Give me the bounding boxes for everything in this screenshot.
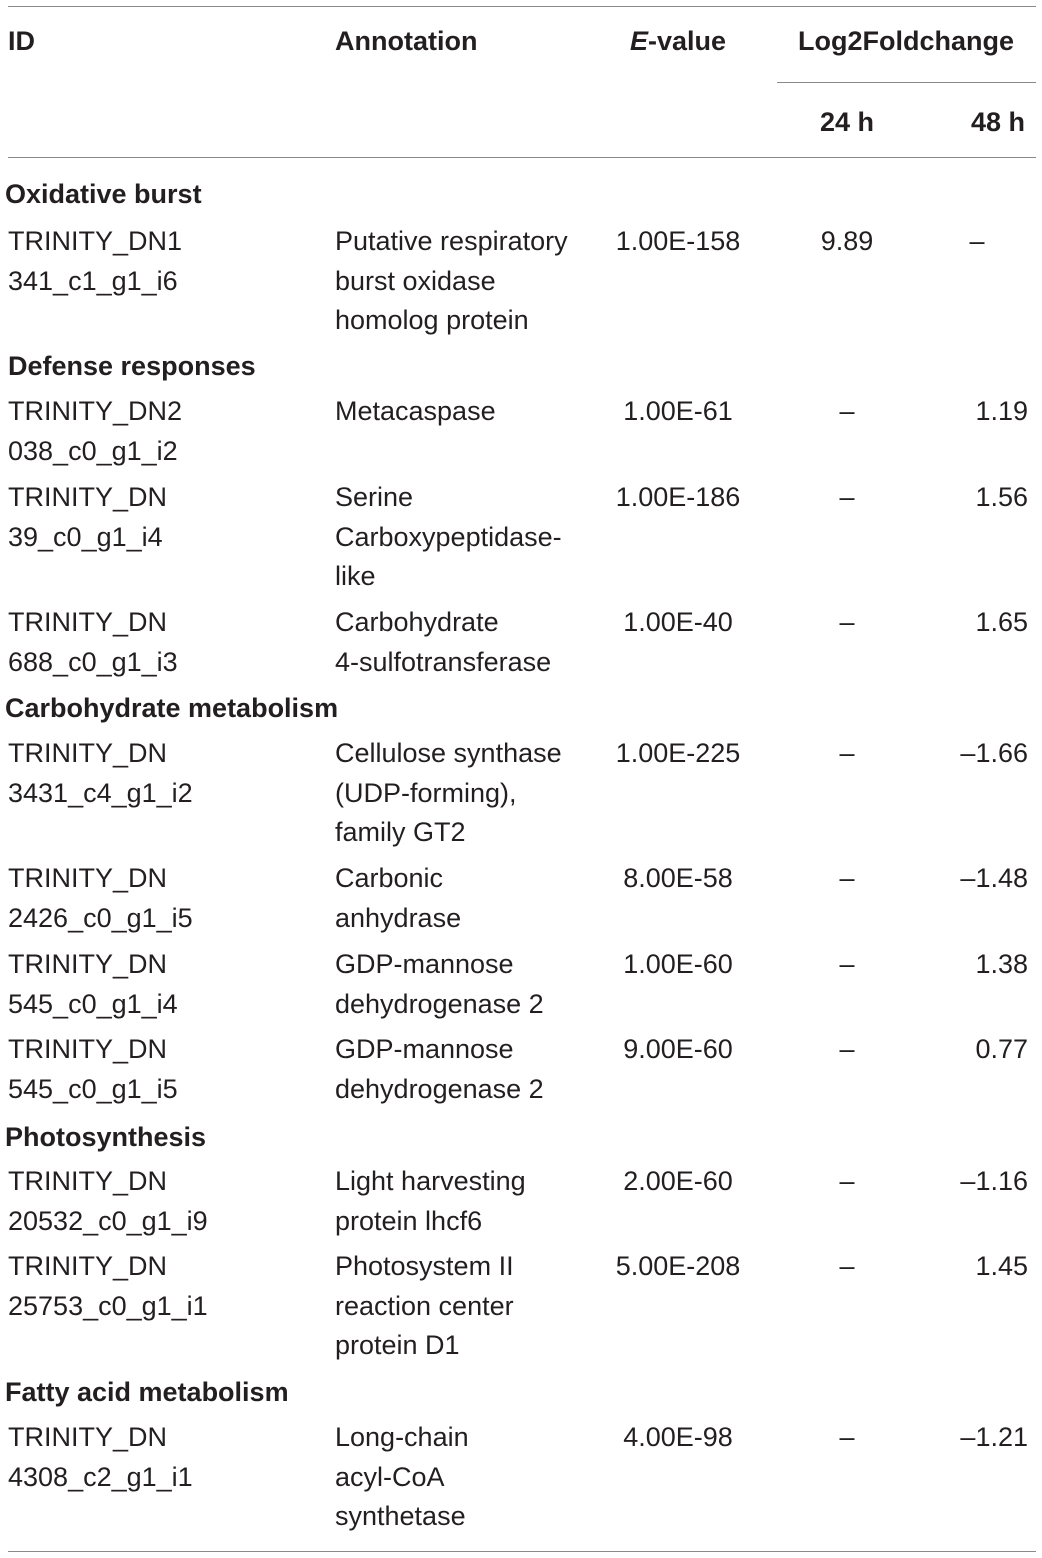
cell-line: TRINITY_DN <box>8 949 168 979</box>
cell-line: Serine <box>335 482 414 512</box>
row-annotation <box>335 1162 526 1241</box>
cell-line: GDP-mannose <box>335 949 514 979</box>
row-48h: –1.21 <box>960 1422 1028 1452</box>
cell-line: GDP-mannose <box>335 1034 514 1064</box>
cell-line: protein lhcf6 <box>335 1205 483 1236</box>
row-evalue: 8.00E-58 <box>623 863 733 893</box>
row-annotation <box>335 478 562 597</box>
cell-line: family GT2 <box>335 817 466 847</box>
row-24h: – <box>839 863 855 893</box>
row-48h: 1.19 <box>975 396 1028 426</box>
row-48h: – <box>969 226 985 256</box>
row-annotation <box>335 1030 544 1109</box>
row-annotation <box>335 603 551 682</box>
cell-line: burst oxidase <box>335 265 496 296</box>
row-annotation <box>335 859 461 938</box>
header-annotation: Annotation <box>335 26 478 56</box>
cell-line: synthetase <box>335 1501 466 1531</box>
row-id <box>8 603 178 682</box>
row-id <box>8 1162 208 1241</box>
bottom-rule <box>8 1551 1036 1552</box>
cell-line: 20532_c0_g1_i9 <box>8 1205 208 1236</box>
section-title: Fatty acid metabolism <box>5 1377 289 1407</box>
cell-line: 4-sulfotransferase <box>335 646 552 677</box>
row-evalue: 1.00E-158 <box>615 226 741 256</box>
row-id <box>8 734 193 813</box>
row-48h: –1.48 <box>960 863 1028 893</box>
row-id <box>8 222 182 301</box>
row-annotation <box>335 1418 469 1537</box>
header-evalue <box>630 22 726 62</box>
cell-line: Light harvesting <box>335 1166 526 1196</box>
cell-line: reaction center <box>335 1290 514 1321</box>
row-evalue: 1.00E-186 <box>615 482 741 512</box>
cell-line: protein D1 <box>335 1330 460 1360</box>
row-id <box>8 1030 178 1109</box>
cell-line: 3431_c4_g1_i2 <box>8 777 193 808</box>
cell-line: 545_c0_g1_i4 <box>8 988 178 1019</box>
row-annotation <box>335 734 562 853</box>
row-id <box>8 945 178 1024</box>
cell-line: TRINITY_DN <box>8 1251 168 1281</box>
row-annotation <box>335 1247 514 1366</box>
header-log2foldchange: Log2Foldchange <box>798 26 1014 56</box>
cell-line: TRINITY_DN <box>8 482 168 512</box>
row-id <box>8 392 182 471</box>
cell-line: Long-chain <box>335 1422 469 1452</box>
cell-line: Photosystem II <box>335 1251 514 1281</box>
cell-line: TRINITY_DN <box>8 738 168 768</box>
cell-line: homolog protein <box>335 305 529 335</box>
top-rule <box>8 6 1036 7</box>
row-evalue: 1.00E-61 <box>623 396 733 426</box>
header-24h: 24 h <box>819 107 875 137</box>
cell-line: TRINITY_DN2 <box>8 396 183 426</box>
cell-line: 341_c1_g1_i6 <box>8 265 178 296</box>
header-bottom-rule <box>8 157 1036 158</box>
row-evalue: 1.00E-60 <box>623 949 733 979</box>
cell-line: 038_c0_g1_i2 <box>8 435 178 466</box>
row-id <box>8 859 193 938</box>
row-24h: – <box>839 949 855 979</box>
section-title: Oxidative burst <box>5 179 202 209</box>
row-24h: – <box>839 607 855 637</box>
cell-line: TRINITY_DN <box>8 607 168 637</box>
cell-line: TRINITY_DN1 <box>8 226 183 256</box>
row-24h: – <box>839 738 855 768</box>
row-48h: 1.45 <box>975 1251 1028 1281</box>
header-evalue-rest: -value <box>647 26 727 56</box>
cell-line: Cellulose synthase <box>335 738 562 768</box>
row-id <box>8 1418 193 1497</box>
row-48h: 0.77 <box>975 1034 1028 1064</box>
cell-line: 545_c0_g1_i5 <box>8 1073 178 1104</box>
cell-line: Carbohydrate <box>335 607 499 637</box>
row-annotation <box>335 392 496 432</box>
cell-line: 39_c0_g1_i4 <box>8 521 163 552</box>
cell-line: anhydrase <box>335 902 462 933</box>
cell-line: TRINITY_DN <box>8 1034 168 1064</box>
header-48h: 48 h <box>970 107 1025 137</box>
row-id <box>8 478 167 557</box>
row-evalue: 9.00E-60 <box>623 1034 733 1064</box>
row-48h: 1.38 <box>975 949 1028 979</box>
row-24h: – <box>839 1034 855 1064</box>
row-24h: – <box>839 396 855 426</box>
row-evalue: 1.00E-225 <box>615 738 741 768</box>
row-48h: –1.16 <box>960 1166 1028 1196</box>
row-evalue: 1.00E-40 <box>623 607 733 637</box>
header-evalue-italic: E <box>629 26 648 56</box>
cell-line: Carboxypeptidase- <box>335 521 562 552</box>
row-annotation <box>335 222 568 341</box>
cell-line: 688_c0_g1_i3 <box>8 646 178 677</box>
header-id: ID <box>8 26 35 56</box>
row-48h: 1.65 <box>975 607 1028 637</box>
row-evalue: 5.00E-208 <box>615 1251 741 1281</box>
cell-line: dehydrogenase 2 <box>335 988 544 1019</box>
log2-underline <box>777 82 1036 83</box>
row-evalue: 2.00E-60 <box>623 1166 733 1196</box>
row-24h: – <box>839 1166 855 1196</box>
row-id <box>8 1247 208 1326</box>
cell-line: Putative respiratory <box>335 226 568 256</box>
row-24h: – <box>839 482 855 512</box>
row-evalue: 4.00E-98 <box>623 1422 733 1452</box>
section-title: Defense responses <box>8 351 256 381</box>
cell-line: acyl-CoA <box>335 1461 445 1492</box>
cell-line: dehydrogenase 2 <box>335 1073 544 1104</box>
row-48h: 1.56 <box>975 482 1028 512</box>
cell-line: TRINITY_DN <box>8 1422 168 1452</box>
row-24h: 9.89 <box>820 226 874 256</box>
cell-line: like <box>335 561 376 591</box>
cell-line: 4308_c2_g1_i1 <box>8 1461 193 1492</box>
cell-line: 2426_c0_g1_i5 <box>8 902 193 933</box>
cell-line: Metacaspase <box>335 396 496 426</box>
section-title: Photosynthesis <box>5 1122 207 1152</box>
section-title: Carbohydrate metabolism <box>5 693 339 723</box>
cell-line: TRINITY_DN <box>8 1166 168 1196</box>
row-24h: – <box>839 1251 855 1281</box>
row-24h: – <box>839 1422 855 1452</box>
cell-line: 25753_c0_g1_i1 <box>8 1290 208 1321</box>
cell-line: (UDP-forming), <box>335 777 517 808</box>
row-annotation <box>335 945 544 1024</box>
cell-line: TRINITY_DN <box>8 863 168 893</box>
row-48h: –1.66 <box>960 738 1028 768</box>
cell-line: Carbonic <box>335 863 444 893</box>
